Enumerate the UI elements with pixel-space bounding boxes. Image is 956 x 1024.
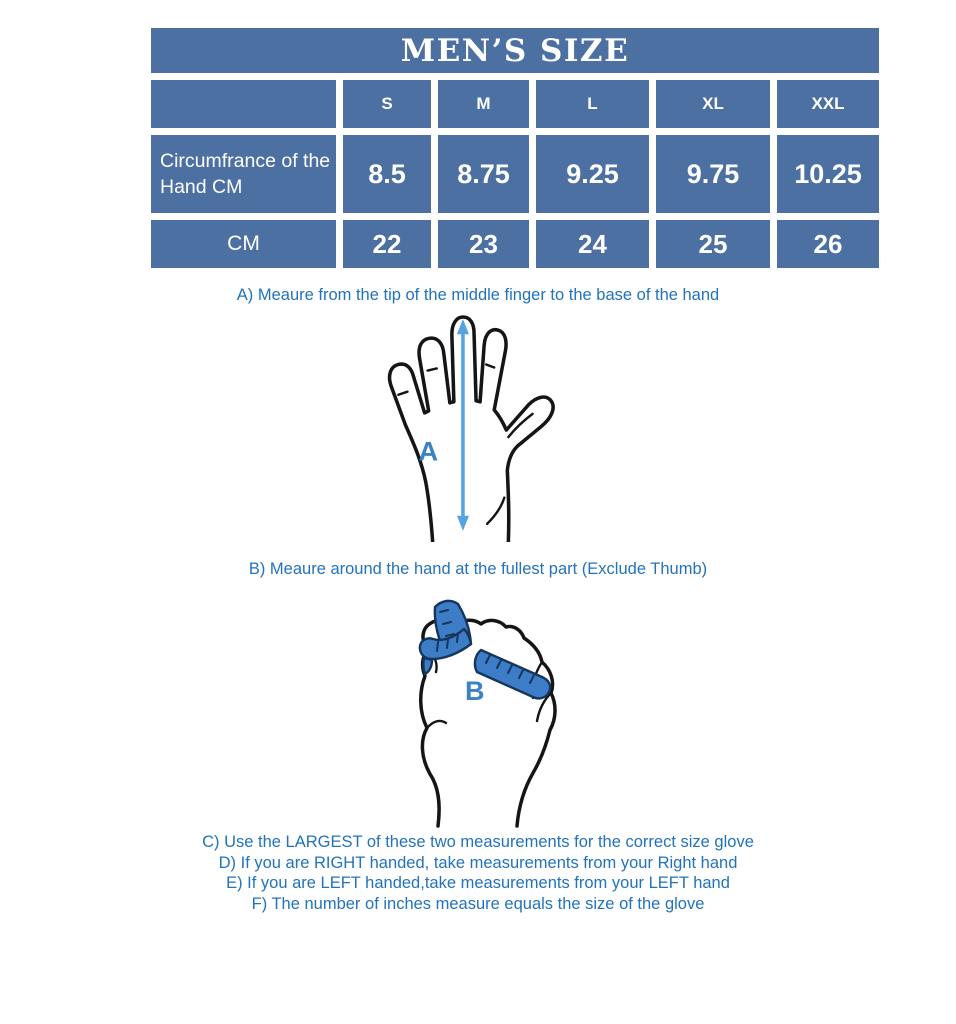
hand-outline <box>390 317 554 542</box>
cm-value-l: 24 <box>536 220 649 268</box>
fist-with-tape-illustration <box>380 588 590 828</box>
cm-value-m: 23 <box>438 220 529 268</box>
circumference-value-l: 9.25 <box>536 135 649 213</box>
hand-circumference-figure <box>380 588 590 828</box>
instruction-list <box>0 832 956 914</box>
instruction-d: D) If you are RIGHT handed, take measurements from your Right hand <box>218 853 738 872</box>
circumference-value-m: 8.75 <box>438 135 529 213</box>
circumference-value-xl: 9.75 <box>656 135 770 213</box>
circumference-value-s: 8.5 <box>343 135 431 213</box>
circumference-value-xxl: 10.25 <box>777 135 879 213</box>
instruction-e: E) If you are LEFT handed,take measurements from your LEFT hand <box>226 874 730 892</box>
row-label-cm: CM <box>151 220 336 268</box>
instruction-c: C) Use the LARGEST of these two measurements for the correct size glove <box>202 833 754 851</box>
column-header-xl: XL <box>656 80 770 128</box>
corner-cell <box>151 80 336 128</box>
cm-value-xxl: 26 <box>777 220 879 268</box>
open-hand-illustration <box>366 312 572 542</box>
cm-value-s: 22 <box>343 220 431 268</box>
diagram-label-b: B <box>465 676 485 706</box>
diagram-label-a: A <box>418 435 439 467</box>
column-header-m: M <box>438 80 529 128</box>
mens-size-table <box>151 28 879 268</box>
hand-length-figure <box>366 312 572 542</box>
cm-value-xl: 25 <box>656 220 770 268</box>
table-title: MEN’S SIZE <box>151 28 879 73</box>
column-header-s: S <box>343 80 431 128</box>
instruction-a: A) Meaure from the tip of the middle finger to the base of the hand <box>236 286 720 304</box>
column-header-l: L <box>536 80 649 128</box>
row-label-circumference: Circumfrance of the Hand CM <box>151 135 336 213</box>
column-header-xxl: XXL <box>777 80 879 128</box>
instruction-b: B) Meaure around the hand at the fullest part (Exclude Thumb) <box>248 560 708 578</box>
instruction-f: F) The number of inches measure equals the size of the glove <box>251 894 705 913</box>
